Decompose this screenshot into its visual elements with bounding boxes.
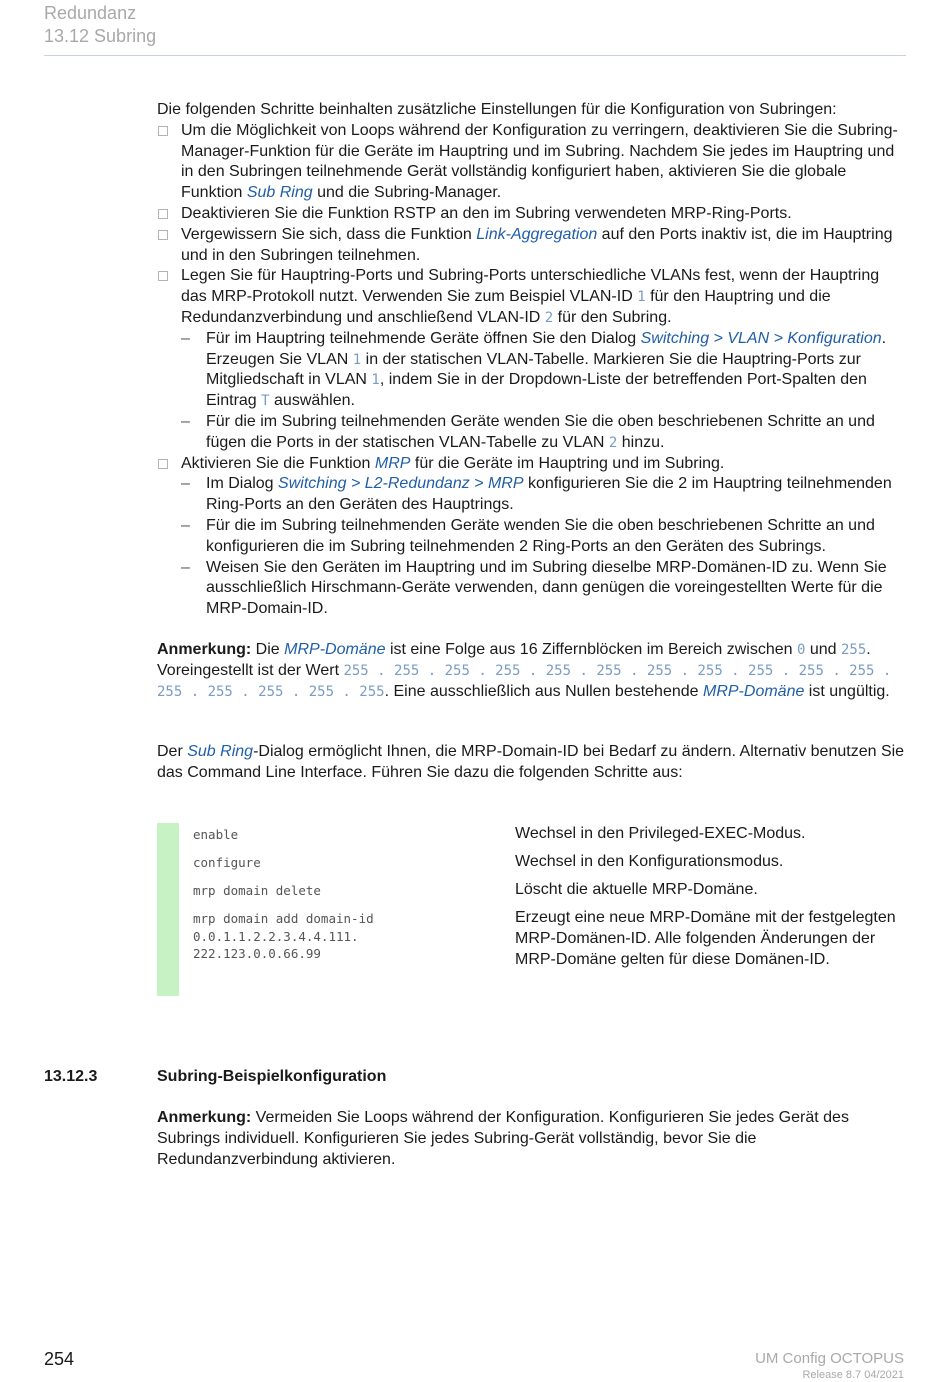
cli-highlight-bar (157, 823, 179, 996)
sub-ring-link[interactable]: Sub Ring (246, 184, 313, 202)
checkbox-bullet-icon (158, 459, 168, 469)
mrp-domain-link[interactable]: MRP-Domäne (284, 640, 386, 658)
list-item: Aktivieren Sie die Funktion MRP für die Geräte im Hauptring und im Subring. (157, 454, 909, 475)
section-number: 13.12.3 (44, 1068, 98, 1085)
page-number: 254 (44, 1349, 75, 1369)
sub-list-item: – Für die im Subring teilnehmenden Geräte wenden Sie die oben beschriebenen Schritte an und konfigurieren die im Subring teilnehmenden 2 Ring-Ports an den Geräten des Subrings. (181, 516, 875, 555)
checkbox-bullet-icon (158, 271, 168, 281)
checkbox-bullet-icon (158, 209, 168, 219)
cli-command: mrp domain add domain-id 0.0.1.1.2.2.3.4.4.111. 222.123.0.0.66.99 (193, 911, 374, 961)
code-value: 2 (608, 434, 618, 451)
dash-bullet-icon: – (181, 516, 190, 534)
code-value: 1 (371, 372, 380, 389)
sub-list-item: – Weisen Sie den Geräten im Hauptring und im Subring dieselbe MRP-Domänen-ID zu. Wenn Sie ausschließlich Hirschmann-Geräte verwenden, dann genügen die voreingestellten Werte für die MRP-Domain-ID. (181, 558, 887, 618)
sub-list-item: – Im Dialog Switching > L2-Redundanz > MRP konfigurieren Sie die 2 im Hauptring teilnehmenden Ring-Ports an den Geräten des Hauptrings. (181, 475, 892, 514)
dash-bullet-icon: – (181, 412, 190, 430)
section-title: Subring-Beispielkonfiguration (157, 1068, 387, 1085)
code-value: T (261, 393, 270, 410)
cli-description: Erzeugt eine neue MRP-Domäne mit der festgelegten MRP-Domänen-ID. Alle folgenden Änderungen der MRP-Domäne gelten für diese Domänen-ID. (515, 909, 896, 968)
link-aggregation-link[interactable]: Link-Aggregation (476, 225, 598, 243)
footer-release: Release 8.7 04/2021 (802, 1369, 904, 1381)
l2-redundancy-mrp-link[interactable]: Switching > L2-Redundanz > MRP (278, 475, 524, 493)
list-item: Legen Sie für Hauptring-Ports und Subring-Ports unterschiedliche VLANs fest, wenn der Hauptring das MRP-Protokoll nutzt. Verwenden Sie zum Beispiel VLAN-ID 1 für den Hauptring und die Redundanzverbindung und anschließend VLAN-ID 2 für den Subring. (157, 266, 909, 328)
main-content (157, 100, 909, 784)
running-header (44, 2, 156, 48)
code-value: 1 (352, 351, 362, 368)
dash-bullet-icon: – (181, 329, 190, 347)
note-paragraph: Anmerkung: Vermeiden Sie Loops während der Konfiguration. Konfigurieren Sie jedes Gerät des Subrings individuell. Konfigurieren Sie jedes Subring-Gerät vollständig, bevor Sie die Redundanzverbindung aktivieren. (157, 1109, 849, 1168)
header-chapter: Redundanz (44, 3, 137, 23)
list-item: Deaktivieren Sie die Funktion RSTP an den im Subring verwendeten MRP-Ring-Ports. (157, 204, 909, 225)
code-value: 255 (841, 641, 867, 658)
cli-description: Wechsel in den Konfigurationsmodus. (515, 853, 784, 870)
list-item: Vergewissern Sie sich, dass die Funktion Link-Aggregation auf den Ports inaktiv ist, die im Hauptring und in den Subringen teilnehmen. (157, 225, 909, 267)
header-section: 13.12 Subring (44, 26, 157, 46)
sub-list-item: – Für im Hauptring teilnehmende Geräte öffnen Sie den Dialog Switching > VLAN > Konfiguration. Erzeugen Sie VLAN 1 in der statischen VLAN-Tabelle. Markieren Sie die Hauptring-Ports zur Mitgliedschaft in VLAN 1, indem Sie in der Dropdown-Liste der betreffenden Port-Spalten den Eintrag T auswählen. (181, 329, 887, 410)
sub-ring-link[interactable]: Sub Ring (187, 743, 254, 761)
code-value: 2 (544, 309, 554, 326)
list-item: Um die Möglichkeit von Loops während der Konfiguration zu verringern, deaktivieren Sie die Subring-Manager-Funktion für die Geräte im Hauptring und im Subring. Nachdem Sie jedes im Hauptring und in den Subringen teilnehmende Gerät vollständig konfiguriert haben, aktivieren Sie die globale Funktion Sub Ring und die Subring-Manager. (157, 121, 909, 204)
cli-steps-table (157, 820, 909, 996)
intro-paragraph: Die folgenden Schritte beinhalten zusätzliche Einstellungen für die Konfiguration von Subringen: (157, 101, 837, 118)
cli-command: mrp domain delete (193, 883, 321, 898)
footer-document-title: UM Config OCTOPUS (755, 1350, 904, 1367)
dash-bullet-icon: – (181, 475, 190, 493)
header-divider (44, 55, 906, 56)
checkbox-bullet-icon (158, 230, 168, 240)
mrp-domain-link[interactable]: MRP-Domäne (703, 682, 805, 700)
note-label: Anmerkung: (157, 1109, 252, 1126)
code-value: 1 (637, 289, 646, 306)
cli-description: Wechsel in den Privileged-EXEC-Modus. (515, 825, 806, 842)
note-paragraph: Anmerkung: Die MRP-Domäne ist eine Folge aus 16 Ziffernblöcken im Bereich zwischen 0 und 255. Voreingestellt ist der Wert 255 . 255 . 255 . 255 . 255 . 255 . 255 . 255 . 255 . 255 . 255 . 255 . 255 . 255 . 255 . 255. Eine ausschließlich aus Nullen bestehende MRP-Domäne ist ungültig. (157, 640, 892, 700)
checkbox-bullet-icon (158, 126, 168, 136)
note-label: Anmerkung: (157, 640, 252, 658)
cli-intro-paragraph: Der Sub Ring-Dialog ermöglicht Ihnen, die MRP-Domain-ID bei Bedarf zu ändern. Alternativ benutzen Sie das Command Line Interface. Führen Sie dazu die folgenden Schritte aus: (157, 743, 905, 782)
cli-command: enable (193, 827, 239, 842)
dash-bullet-icon: – (181, 558, 190, 576)
cli-description: Löscht die aktuelle MRP-Domäne. (515, 881, 758, 898)
default-domain-value: 255 . 255 . 255 . 255 . 255 . 255 . 255 . 255 . 255 . 255 . 255 . 255 . 255 . 255 . 255 . 255 (157, 662, 892, 700)
sub-list-item: – Für die im Subring teilnehmenden Geräte wenden Sie die oben beschriebenen Schritte an und fügen die Ports in der statischen VLAN-Tabelle zu VLAN 2 hinzu. (181, 412, 875, 451)
cli-command: configure (193, 855, 261, 870)
vlan-config-link[interactable]: Switching > VLAN > Konfiguration (640, 329, 882, 347)
mrp-link[interactable]: MRP (374, 454, 411, 472)
code-value: 0 (796, 641, 806, 658)
